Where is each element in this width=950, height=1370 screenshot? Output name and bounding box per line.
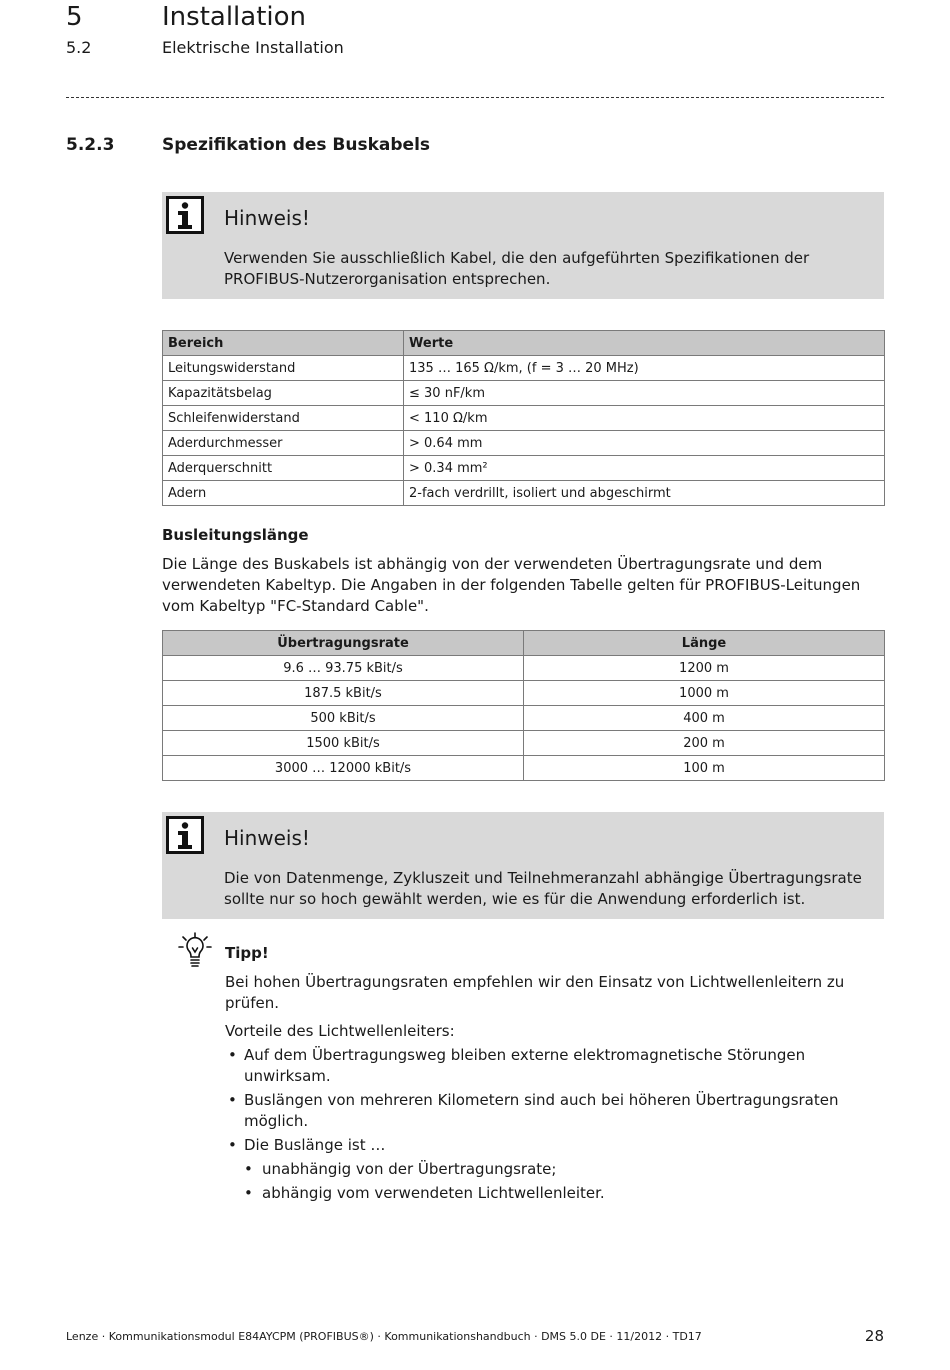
note-text: Verwenden Sie ausschließlich Kabel, die den aufgeführten Spezifikationen der PROFIBUS-Nutzerorganisation entsprechen.: [224, 249, 810, 288]
table-cell: Schleifenwiderstand: [163, 406, 404, 431]
table-row: [163, 356, 885, 381]
list-item: [228, 1135, 873, 1204]
note-title: Hinweis!: [224, 206, 310, 230]
table-row: [163, 431, 885, 456]
table-cell: 3000 … 12000 kBit/s: [163, 756, 524, 781]
advantages-label: Vorteile des Lichtwellenleiters:: [225, 1022, 455, 1040]
list-item-text: Die Buslänge ist …: [244, 1136, 386, 1154]
lightbulb-icon: [178, 932, 212, 968]
sub-list-item: • unabhängig von der Übertragungsrate;: [244, 1159, 873, 1180]
note-title: Hinweis!: [224, 826, 310, 850]
table-cell: > 0.34 mm²: [404, 456, 885, 481]
table-cell: 100 m: [524, 756, 885, 781]
sub-list-item: • abhängig vom verwendeten Lichtwellenleiter.: [244, 1183, 873, 1204]
note-box: [162, 812, 884, 919]
footer-text: Lenze · Kommunikationsmodul E84AYCPM (PROFIBUS®) · Kommunikationshandbuch · DMS 5.0 DE · 11/2012 · TD17: [66, 1330, 702, 1343]
table-cell: 1500 kBit/s: [163, 731, 524, 756]
table-cell: 1200 m: [524, 656, 885, 681]
table-cell: Adern: [163, 481, 404, 506]
table-cell: 9.6 … 93.75 kBit/s: [163, 656, 524, 681]
table-cell: 2-fach verdrillt, isoliert und abgeschirmt: [404, 481, 885, 506]
table-cell: ≤ 30 nF/km: [404, 381, 885, 406]
column-header: Bereich: [163, 331, 404, 356]
sub-list: [244, 1159, 873, 1204]
bus-length-table: [162, 630, 885, 781]
table-cell: Aderdurchmesser: [163, 431, 404, 456]
table-row: [163, 706, 885, 731]
table-cell: 1000 m: [524, 681, 885, 706]
table-cell: 187.5 kBit/s: [163, 681, 524, 706]
tip-title: Tipp!: [225, 944, 269, 962]
table-cell: Leitungswiderstand: [163, 356, 404, 381]
table-cell: Kapazitätsbelag: [163, 381, 404, 406]
tip-text: Bei hohen Übertragungsraten empfehlen wir den Einsatz von Lichtwellenleitern zu prüfen.: [225, 973, 845, 1012]
bus-length-heading: Busleitungslänge: [162, 526, 309, 544]
table-row: [163, 406, 885, 431]
table-row: [163, 456, 885, 481]
chapter-number: 5: [66, 2, 83, 32]
advantages-list: [228, 1045, 873, 1207]
column-header: Übertragungsrate: [163, 631, 524, 656]
table-row: [163, 656, 885, 681]
subsection-title: Spezifikation des Buskabels: [162, 135, 431, 155]
table-cell: < 110 Ω/km: [404, 406, 885, 431]
table-row: [163, 381, 885, 406]
table-cell: > 0.64 mm: [404, 431, 885, 456]
table-row: [163, 731, 885, 756]
info-icon: [166, 816, 204, 854]
section-title: Elektrische Installation: [162, 38, 344, 57]
table-cell: Aderquerschnitt: [163, 456, 404, 481]
table-cell: 400 m: [524, 706, 885, 731]
note-text: Die von Datenmenge, Zykluszeit und Teilnehmeranzahl abhängige Übertragungsrate sollte nur so hoch gewählt werden, wie es für die Anwendung erforderlich ist.: [224, 869, 862, 908]
table-cell: 200 m: [524, 731, 885, 756]
table-row: [163, 681, 885, 706]
header-divider: [66, 97, 884, 98]
bus-length-paragraph: Die Länge des Buskabels ist abhängig von der verwendeten Übertragungsrate und dem verwendeten Kabeltyp. Die Angaben in der folgenden Tabelle gelten für PROFIBUS-Leitungen vom Kabeltyp "FC-Standard Cable".: [162, 555, 861, 615]
list-item: • Buslängen von mehreren Kilometern sind auch bei höheren Übertragungsraten möglich.: [228, 1090, 873, 1132]
table-row: [163, 481, 885, 506]
table-row: [163, 756, 885, 781]
info-icon: [166, 196, 204, 234]
chapter-title: Installation: [162, 2, 307, 32]
section-number: 5.2: [66, 38, 92, 57]
column-header: Länge: [524, 631, 885, 656]
subsection-number: 5.2.3: [66, 135, 115, 155]
page-number: 28: [864, 1327, 884, 1345]
note-box: [162, 192, 884, 299]
table-cell: 500 kBit/s: [163, 706, 524, 731]
cable-spec-table: [162, 330, 885, 506]
column-header: Werte: [404, 331, 885, 356]
table-cell: 135 … 165 Ω/km, (f = 3 … 20 MHz): [404, 356, 885, 381]
list-item: • Auf dem Übertragungsweg bleiben externe elektromagnetische Störungen unwirksam.: [228, 1045, 873, 1087]
table-header-row: [163, 331, 885, 356]
table-header-row: [163, 631, 885, 656]
